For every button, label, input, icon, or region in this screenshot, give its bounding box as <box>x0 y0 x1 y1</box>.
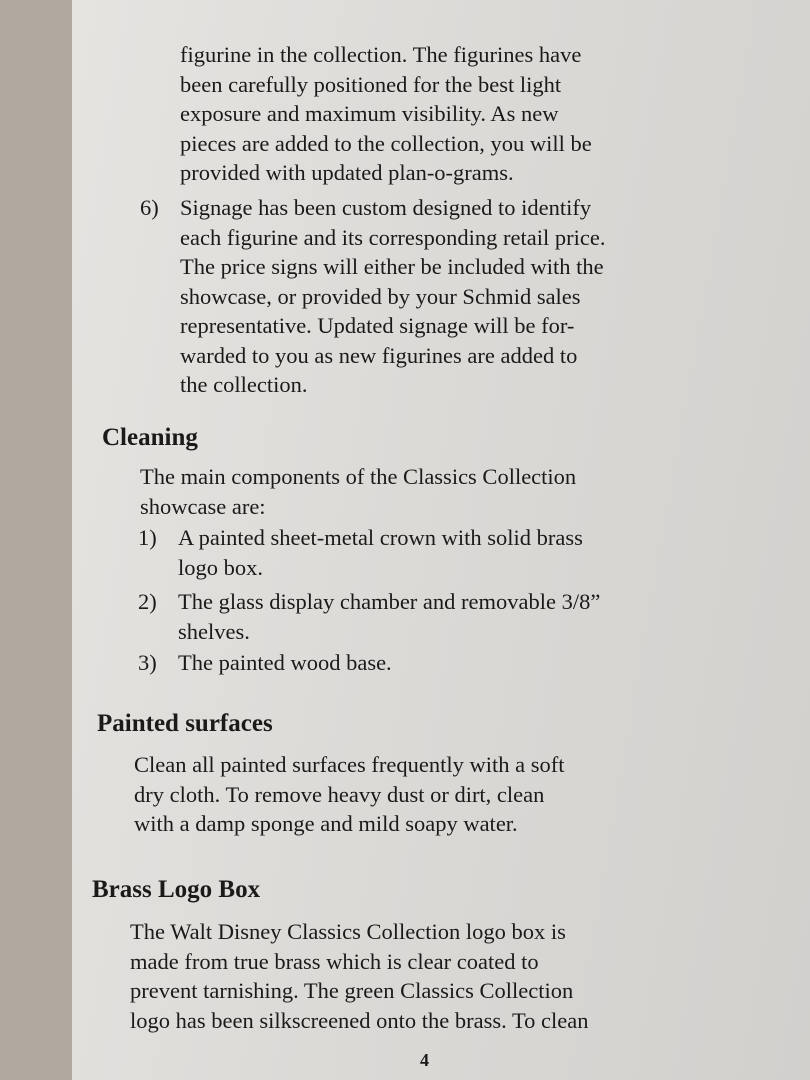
list-text: The glass display chamber and removable 3/8” shelves. <box>178 589 601 644</box>
cleaning-heading: Cleaning <box>102 424 198 451</box>
list-number: 6) <box>140 195 159 220</box>
list-number: 1) <box>138 525 157 550</box>
intro-paragraph: figurine in the collection. The figurines have been carefully positioned for the best light exposure and maximum visibility. As new pieces are added to the collection, you will be provided with updated plan-o-grams. <box>180 42 592 185</box>
list-text: The painted wood base. <box>178 650 392 675</box>
painted-surfaces-heading: Painted surfaces <box>97 710 273 737</box>
list-number: 3) <box>138 650 157 675</box>
list-text: A painted sheet-metal crown with solid brass logo box. <box>178 525 583 580</box>
brass-logo-box-paragraph: The Walt Disney Classics Collection logo box is made from true brass which is clear coated to prevent tarnishing. The green Classics Collection logo has been silkscreened onto the brass. To clean <box>130 919 589 1033</box>
painted-surfaces-paragraph: Clean all painted surfaces frequently with a soft dry cloth. To remove heavy dust or dirt, clean with a damp sponge and mild soapy water. <box>134 752 565 836</box>
page-number: 4 <box>420 1050 429 1070</box>
manual-page <box>72 0 810 1080</box>
list-text: Signage has been custom designed to identify each figurine and its corresponding retail price. The price signs will either be included with the showcase, or provided by your Schmid sales representative. Updated signage will be for- warded to you as new figurines are added to the collection. <box>180 195 606 397</box>
cleaning-intro: The main components of the Classics Collection showcase are: <box>140 464 577 519</box>
list-number: 2) <box>138 589 157 614</box>
brass-logo-box-heading: Brass Logo Box <box>92 876 261 903</box>
